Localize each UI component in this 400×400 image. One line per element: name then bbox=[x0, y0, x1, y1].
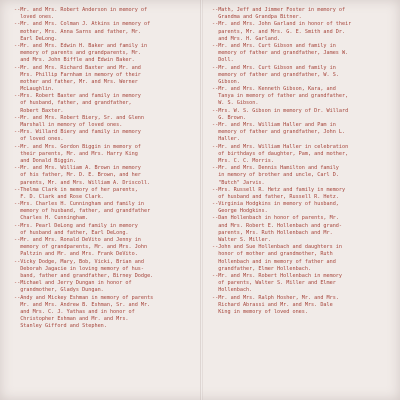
memorial-entry-line: Richard Abrassi and Mr. and Mrs. Dale bbox=[212, 301, 333, 308]
memorial-entry-line: --Mr. and Mrs. Robert Hollenbach in memory bbox=[212, 272, 342, 279]
memorial-entry-line: parents, Mrs. Ruth Hollenbach and Mr. bbox=[212, 229, 333, 236]
memorial-entry-line: Doll. bbox=[212, 57, 234, 64]
memorial-entry-line: --Mrs. W. S. Gibson in memory of Dr. Willard bbox=[212, 107, 349, 114]
memorial-entry-line: --Mr. and Mrs. Gordon Biggin in memory of bbox=[14, 143, 141, 150]
memorial-entry-line: of husband and father, Earl DeLong. bbox=[14, 229, 129, 236]
memorial-entry-line: --Mrs. Russell R. Hetz and family in memory bbox=[212, 186, 346, 193]
memorial-entry-line: --Mr. and Mrs. Ronald DeVito and Jenny in bbox=[14, 237, 141, 243]
memorial-entry-line: Hollenbach. bbox=[212, 287, 253, 294]
memorial-entry-line: --Mr. and Mrs. Edwin H. Baker and family in bbox=[14, 42, 148, 49]
memorial-entry-line: and Donald Biggin. bbox=[14, 157, 76, 164]
memorial-entry-line: Robert Baxter. bbox=[14, 107, 64, 114]
memorial-entry-line: --Mr. and Mrs. Colman J. Atkins in memory of bbox=[14, 21, 151, 28]
memorial-entry-line: Mrs. C. C. Morris. bbox=[212, 157, 274, 164]
memorial-entry-line: of his father, Mr. D. E. Brown, and her bbox=[14, 172, 141, 179]
right-column bbox=[212, 7, 400, 316]
memorial-entry-line: "Butch" Jarvis. bbox=[212, 179, 265, 186]
left-column bbox=[14, 7, 202, 330]
memorial-entry-line: --Michael and Jerry Dungan in honor of bbox=[14, 280, 132, 287]
memorial-entry-line: --Mr. and Mrs. Curt Gibson and family in bbox=[212, 42, 336, 49]
memorial-entry-line: --Mr. and Mrs. Richard Baxter and Mr. and bbox=[14, 64, 141, 71]
memorial-entry-line: --John and Sue Hollenbach and daughters in bbox=[212, 244, 342, 251]
memorial-entry-line: mother, Mrs. Anna Sarns and father, Mr. bbox=[14, 28, 141, 35]
memorial-entry-line: --Mr. and Mrs. Ralph Hosher, Mr. and Mrs. bbox=[212, 294, 339, 301]
memorial-entry-line: and Mrs. Robert E. Hollenbach and grand- bbox=[212, 222, 342, 229]
memorial-entry-line: memory of father and grandfather, John L. bbox=[212, 129, 346, 136]
memorial-entry-line: Stanley Gifford and Stephen. bbox=[14, 323, 107, 330]
memorial-entry-line: grandfather, Elmer Hollenbach. bbox=[212, 265, 312, 272]
memorial-entry-line: memory of father and grandfather, James W. bbox=[212, 50, 349, 57]
memorial-entry-line: of parents, Walter S. Miller and Elmer bbox=[212, 280, 336, 287]
memorial-entry-line: --Mrs. Willard Biery and family in memory bbox=[14, 129, 141, 136]
memorial-entry-line: Deborah Jagacie in loving memory of hus- bbox=[14, 265, 144, 272]
memorial-entry-line: and Mrs. H. Garland. bbox=[212, 35, 281, 42]
memorial-entry-line: --Dan Hollenbach in honor of parents, Mr. bbox=[212, 215, 339, 222]
memorial-entry-line: Grandma and Grandpa Bitner. bbox=[212, 14, 302, 21]
memorial-entry-line: memory of father and grandfather, W. S. bbox=[212, 71, 339, 78]
memorial-entry-line: G. Brown. bbox=[212, 114, 247, 121]
memorial-entry-line: of birthdays of daughter, Pam, and mother, bbox=[212, 150, 349, 157]
memorial-entry-line: --Mrs. Charles H. Cunningham and family in bbox=[14, 201, 144, 208]
memorial-entry-line: memory of parents and grandparents, Mr. bbox=[14, 50, 141, 57]
memorial-entry-line: memory of grandparents, Mr. and Mrs. John bbox=[14, 244, 148, 251]
memorial-entry-line: --Andy and Mickey Eshman in memory of parents bbox=[14, 294, 154, 301]
memorial-entry-line: --Mr. and Mrs. Robert Anderson in memory of bbox=[14, 7, 148, 13]
memorial-entry-line: Christopher Eshman and Mr. and Mrs. bbox=[14, 316, 129, 323]
memorial-entry-line: --Mr. and Mrs. William Haller in celebration bbox=[212, 143, 349, 150]
memorial-entry-line: band, father and grandfather, Birney Dodge. bbox=[14, 272, 154, 279]
memorial-entry-line: --Mr. and Mrs. William Haller and Pam in bbox=[212, 122, 336, 128]
memorial-entry-line: --Math, Jeff and Jimmer Foster in memory of bbox=[212, 7, 346, 13]
memorial-entry-line: McLaughlin. bbox=[14, 86, 55, 93]
memorial-entry-line: F. D. Clark and Rose Clark. bbox=[14, 193, 104, 200]
memorial-entry-line: Marshall in memory of loved ones. bbox=[14, 122, 123, 128]
memorial-entry-line: and Mrs. John Biffle and Edwin Baker. bbox=[14, 57, 135, 64]
memorial-entry-line: --Mr. and Mrs. Dennis Hamilton and family bbox=[212, 165, 339, 172]
memorial-entry-line: W. S. Gibson. bbox=[212, 100, 259, 107]
memorial-entry-line: mother and father, Mr. and Mrs. Werner bbox=[14, 78, 138, 85]
memorial-entry-line: memory of husband, father, and grandfather bbox=[14, 208, 151, 215]
memorial-entry-line: Tanya in memory of father and grandfather, bbox=[212, 93, 349, 100]
memorial-entry-line: of husband, father, and grandfather, bbox=[14, 100, 132, 107]
memorial-entry-line: --Vicky Dodge, Mary, Bob, Vicki, Brian and bbox=[14, 258, 144, 265]
memorial-entry-line: Earl DeLong. bbox=[14, 35, 58, 42]
memorial-entry-line: --Mr. and Mrs. Kenneth Gibson, Kara, and bbox=[212, 86, 336, 93]
memorial-entry-line: their parents, Mr. and Mrs. Harry King bbox=[14, 150, 138, 157]
memorial-entry-line: --Mrs. Robert Baxter and family in memory bbox=[14, 93, 141, 100]
memorial-entry-line: parents, Mr. and Mrs. G. E. Smith and Dr. bbox=[212, 28, 346, 35]
memorial-entry-line: Paltzin and Mr. and Mrs. Frank DeVito. bbox=[14, 251, 138, 258]
memorial-entry-line: of loved ones. bbox=[14, 136, 64, 143]
memorial-entry-line: Gibson. bbox=[212, 78, 240, 85]
memorial-entry-line: honor of mother and grandmother, Ruth bbox=[212, 251, 333, 258]
memorial-entry-line: --Mr. and Mrs. John Garland in honor of their bbox=[212, 21, 352, 28]
memorial-entry-line: --Mr. and Mrs. Curt Gibson and family in bbox=[212, 64, 336, 71]
memorial-entry-line: --Virginia Hodgkins in memory of husband, bbox=[212, 201, 339, 208]
memorial-entry-line: Mr. and Mrs. Andrew B. Eshman, Sr. and Mr. bbox=[14, 301, 151, 308]
memorial-entry-line: parents, Mr. and Mrs. William A. Driscoll. bbox=[14, 179, 151, 186]
memorial-entry-line: --Thelma Clark in memory of her parents, bbox=[14, 186, 138, 193]
memorial-entry-line: of husband and father, Russell R. Hetz. bbox=[212, 193, 339, 200]
memorial-entry-line: loved ones. bbox=[14, 14, 55, 21]
memorial-entry-line: Charles H. Cunningham. bbox=[14, 215, 89, 222]
memorial-entry-line: --Mr. and Mrs. William A. Brown in memory bbox=[14, 165, 141, 172]
memorial-entry-line: George Hodgkins. bbox=[212, 208, 268, 215]
memorial-entry-line: Walter S. Miller. bbox=[212, 237, 271, 243]
memorial-entry-line: --Mrs. Pearl DeLong and family in memory bbox=[14, 222, 138, 229]
memorial-entry-line: in memory of brother and uncle, Carl D. bbox=[212, 172, 339, 179]
memorial-entry-line: grandmother, Gladys Dungan. bbox=[14, 287, 104, 294]
memorial-entry-line: King in memory of loved ones. bbox=[212, 308, 308, 315]
memorial-entry-line: Mrs. Phillip Farnham in memory of their bbox=[14, 71, 141, 78]
memorial-entry-line: and Mrs. C. J. Yathas and in honor of bbox=[14, 308, 135, 315]
memorial-entry-line: Hollenbach and in memory of father and bbox=[212, 258, 336, 265]
memorial-entry-line: Haller. bbox=[212, 136, 240, 143]
memorial-entry-line: --Mr. and Mrs. Robert Biery, Sr. and Glenn bbox=[14, 114, 144, 121]
